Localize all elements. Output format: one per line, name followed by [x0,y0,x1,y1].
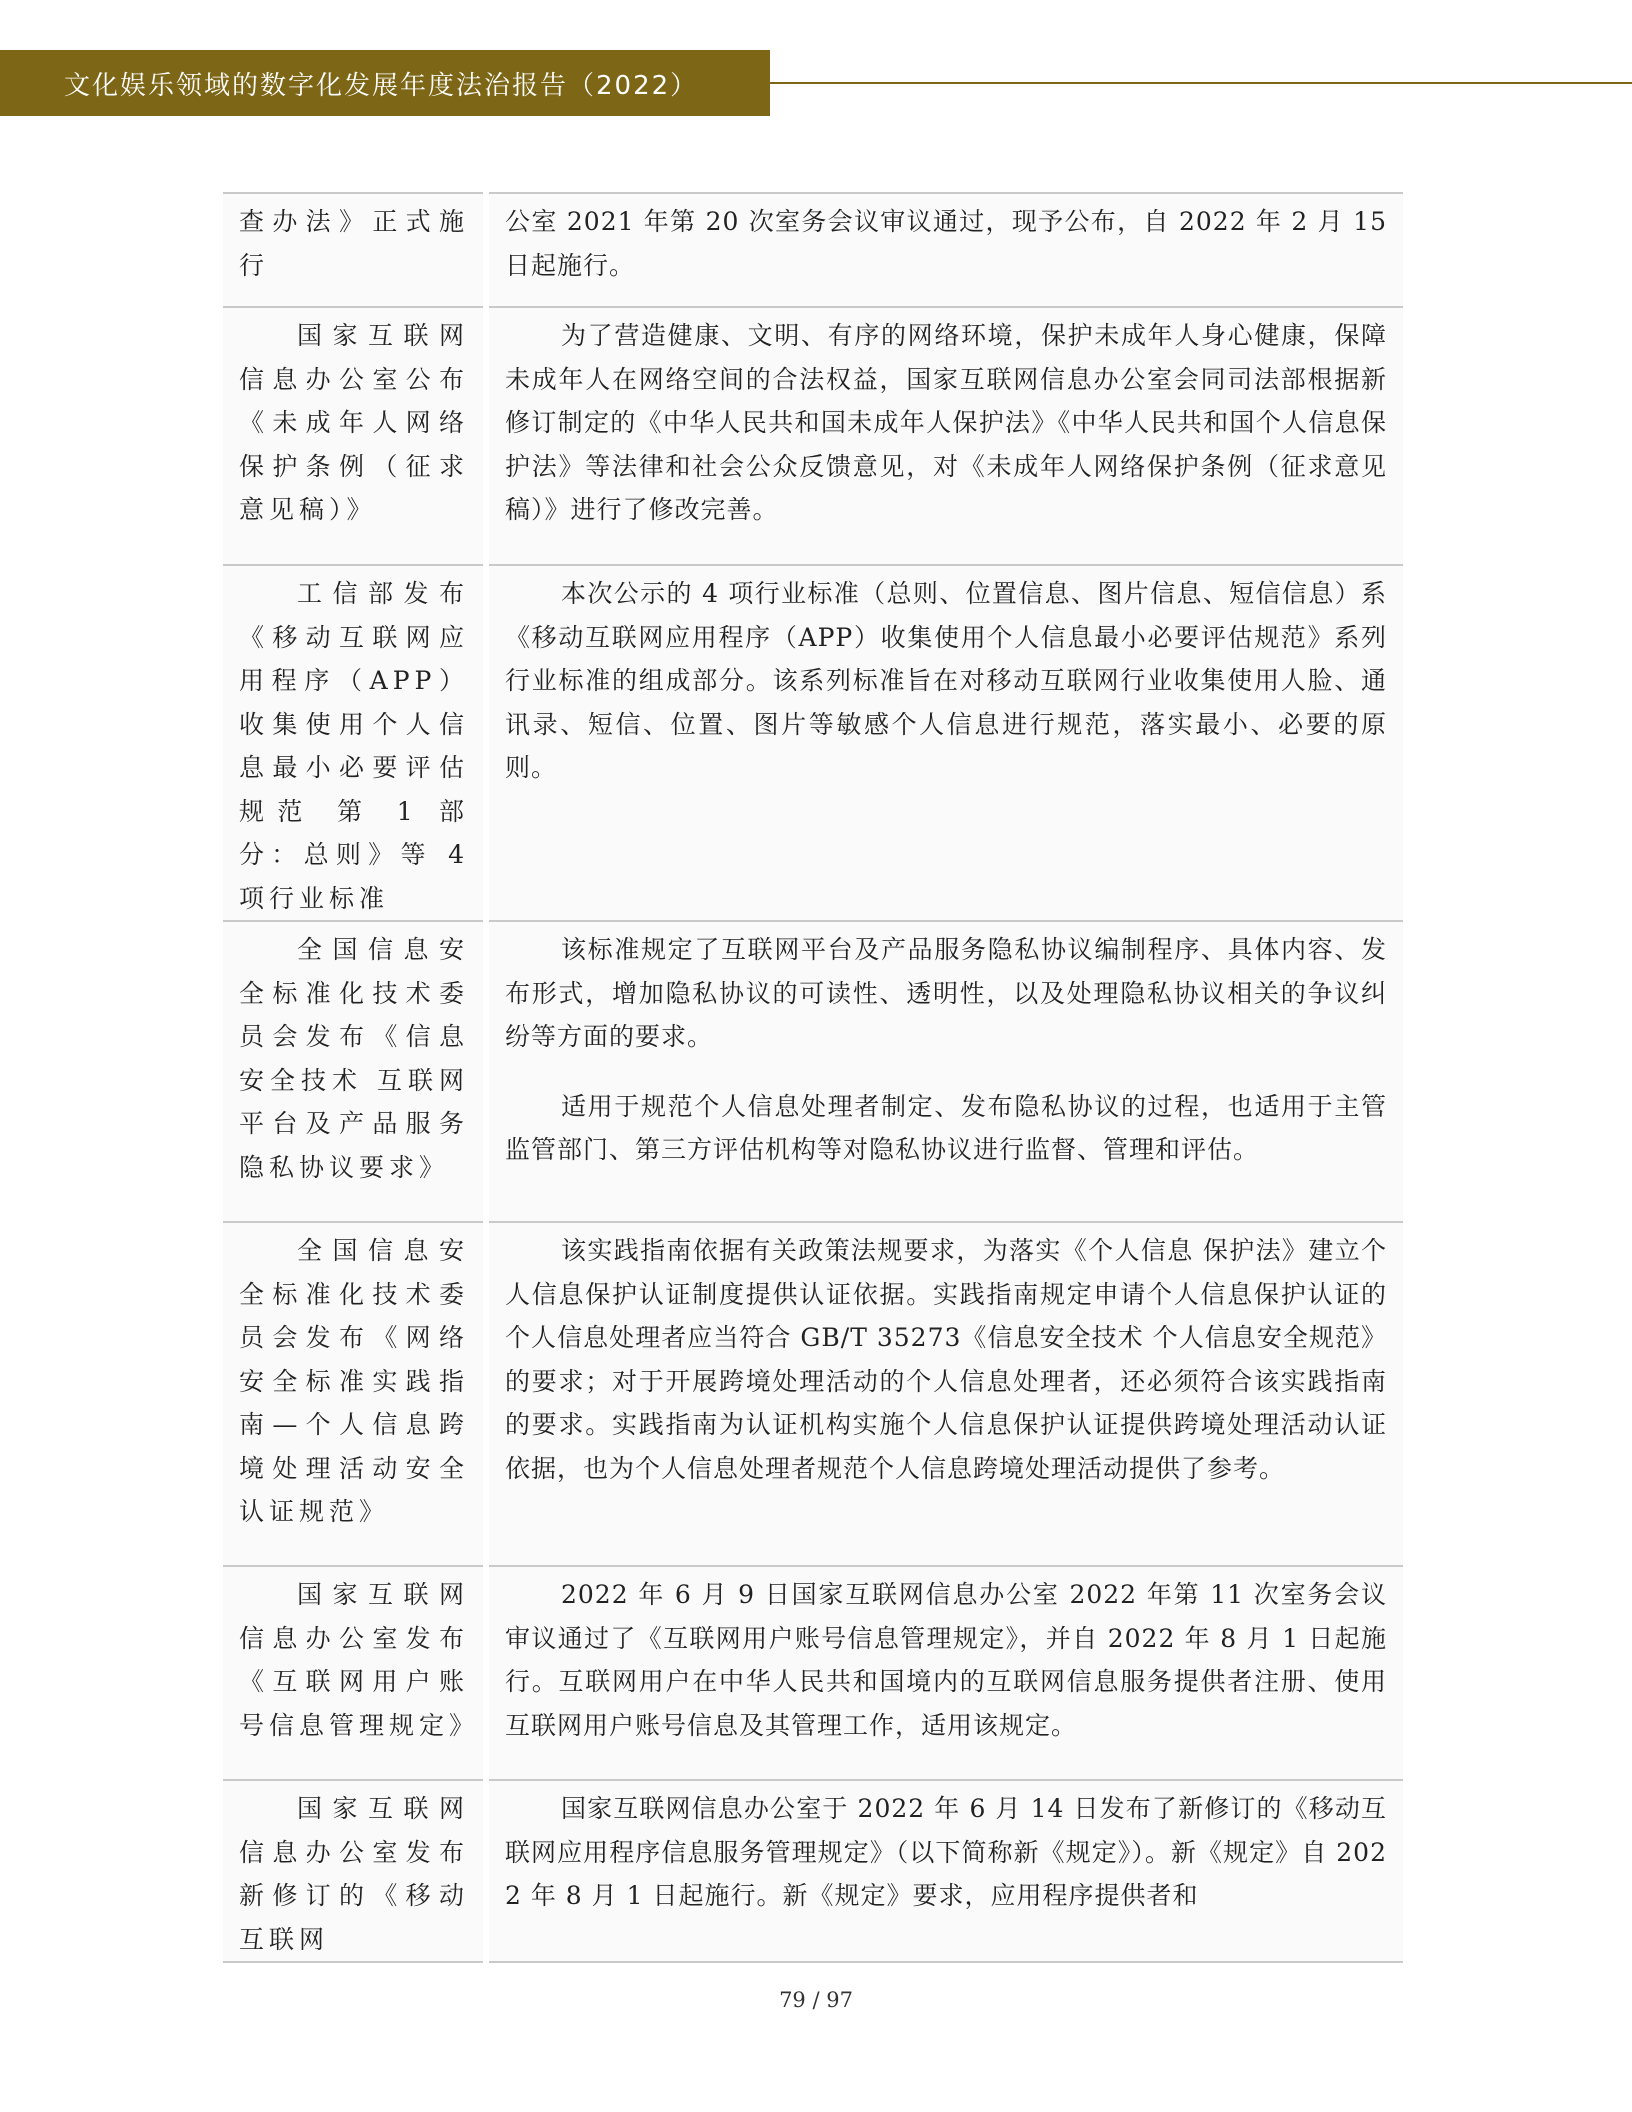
row-content-cell [486,1222,1403,1566]
row-content-cell [486,193,1403,307]
header-bar [0,50,770,116]
row-title: 国家互联网信息办公室发布《互联网用户账号信息管理规定》 [239,1580,480,1740]
row-title-cell [223,921,486,1222]
row-title-cell [223,1566,486,1780]
row-content-paragraph: 该标准规定了互联网平台及产品服务隐私协议编制程序、具体内容、发布形式，增加隐私协议的可读性、透明性，以及处理隐私协议相关的争议纠纷等方面的要求。 [505,935,1387,1051]
header-rule [770,82,1632,84]
header-title: 文化娱乐领域的数字化发展年度法治报告（2022） [64,70,699,101]
regulation-table [223,192,1403,1963]
table-row [223,307,1403,565]
table-row [223,565,1403,921]
table-row [223,921,1403,1222]
table-row [223,1780,1403,1962]
row-content-paragraph: 2022 年 6 月 9 日国家互联网信息办公室 2022 年第 11 次室务会议审议通过了《互联网用户账号信息管理规定》，并自 2022 年 8 月 1 日起施行。互联网用户在中华人民共和国境内的互联网信息服务提供者注册、使用互联网用户账号信息及其管理工作，适用该规定。 [505,1580,1387,1740]
row-title: 查办法》正式施行 [239,207,469,280]
row-title: 国家互联网信息办公室公布《未成年人网络保护条例（征求意见稿）》 [239,321,469,524]
row-content-paragraph: 为了营造健康、文明、有序的网络环境，保护未成年人身心健康，保障未成年人在网络空间的合法权益，国家互联网信息办公室会同司法部根据新修订制定的《中华人民共和国未成年人保护法》《中华人民共和国个人信息保护法》等法律和社会公众反馈意见，对《未成年人网络保护条例（征求意见稿）》进行了修改完善。 [505,321,1387,524]
row-content-cell [486,1566,1403,1780]
row-title-cell [223,1222,486,1566]
row-content-paragraph: 适用于规范个人信息处理者制定、发布隐私协议的过程，也适用于主管监管部门、第三方评估机构等对隐私协议进行监督、管理和评估。 [505,1091,1387,1164]
row-title: 国家互联网信息办公室发布新修订的《移动互联网 [239,1794,469,1954]
table-row [223,193,1403,307]
row-title: 工信部发布《移动互联网应用程序（APP）收集使用个人信息最小必要评估规范 第 1 部分：总则》等 4 项行业标准 [239,579,469,913]
table-row [223,1222,1403,1566]
row-title: 全国信息安全标准化技术委员会发布《网络安全标准实践指南—个人信息跨境处理活动安全认证规范》 [239,1236,469,1526]
row-title-cell [223,565,486,921]
row-content-cell [486,565,1403,921]
page-number: 79 / 97 [779,1988,853,2012]
row-title-cell [223,307,486,565]
row-content-paragraph: 国家互联网信息办公室于 2022 年 6 月 14 日发布了新修订的《移动互联网应用程序信息服务管理规定》（以下简称新《规定》）。新《规定》自 2022 年 8 月 1 日起施行。新《规定》要求，应用程序提供者和 [505,1794,1387,1910]
row-title: 全国信息安全标准化技术委员会发布《信息安全技术 互联网平台及产品服务隐私协议要求》 [239,935,469,1182]
row-content-cell [486,921,1403,1222]
row-title-cell [223,193,486,307]
row-content-cell [486,1780,1403,1962]
row-content-cell [486,307,1403,565]
row-content-paragraph: 本次公示的 4 项行业标准（总则、位置信息、图片信息、短信信息）系《移动互联网应用程序（APP）收集使用个人信息最小必要评估规范》系列行业标准的组成部分。该系列标准旨在对移动互联网行业收集使用人脸、通讯录、短信、位置、图片等敏感个人信息进行规范，落实最小、必要的原则。 [505,579,1387,782]
row-title-cell [223,1780,486,1962]
table-row [223,1566,1403,1780]
row-content-paragraph: 该实践指南依据有关政策法规要求，为落实《个人信息 保护法》建立个人信息保护认证制度提供认证依据。实践指南规定申请个人信息保护认证的个人信息处理者应当符合 GB/T 35273《信息安全技术 个人信息安全规范》的要求；对于开展跨境处理活动的个人信息处理者，还必须符合该实践指南的要求。实践指南为认证机构实施个人信息保护认证提供跨境处理活动认证依据，也为个人信息处理者规范个人信息跨境处理活动提供了参考。 [505,1236,1387,1483]
row-content-paragraph: 公室 2021 年第 20 次室务会议审议通过，现予公布，自 2022 年 2 月 15 日起施行。 [505,207,1387,280]
